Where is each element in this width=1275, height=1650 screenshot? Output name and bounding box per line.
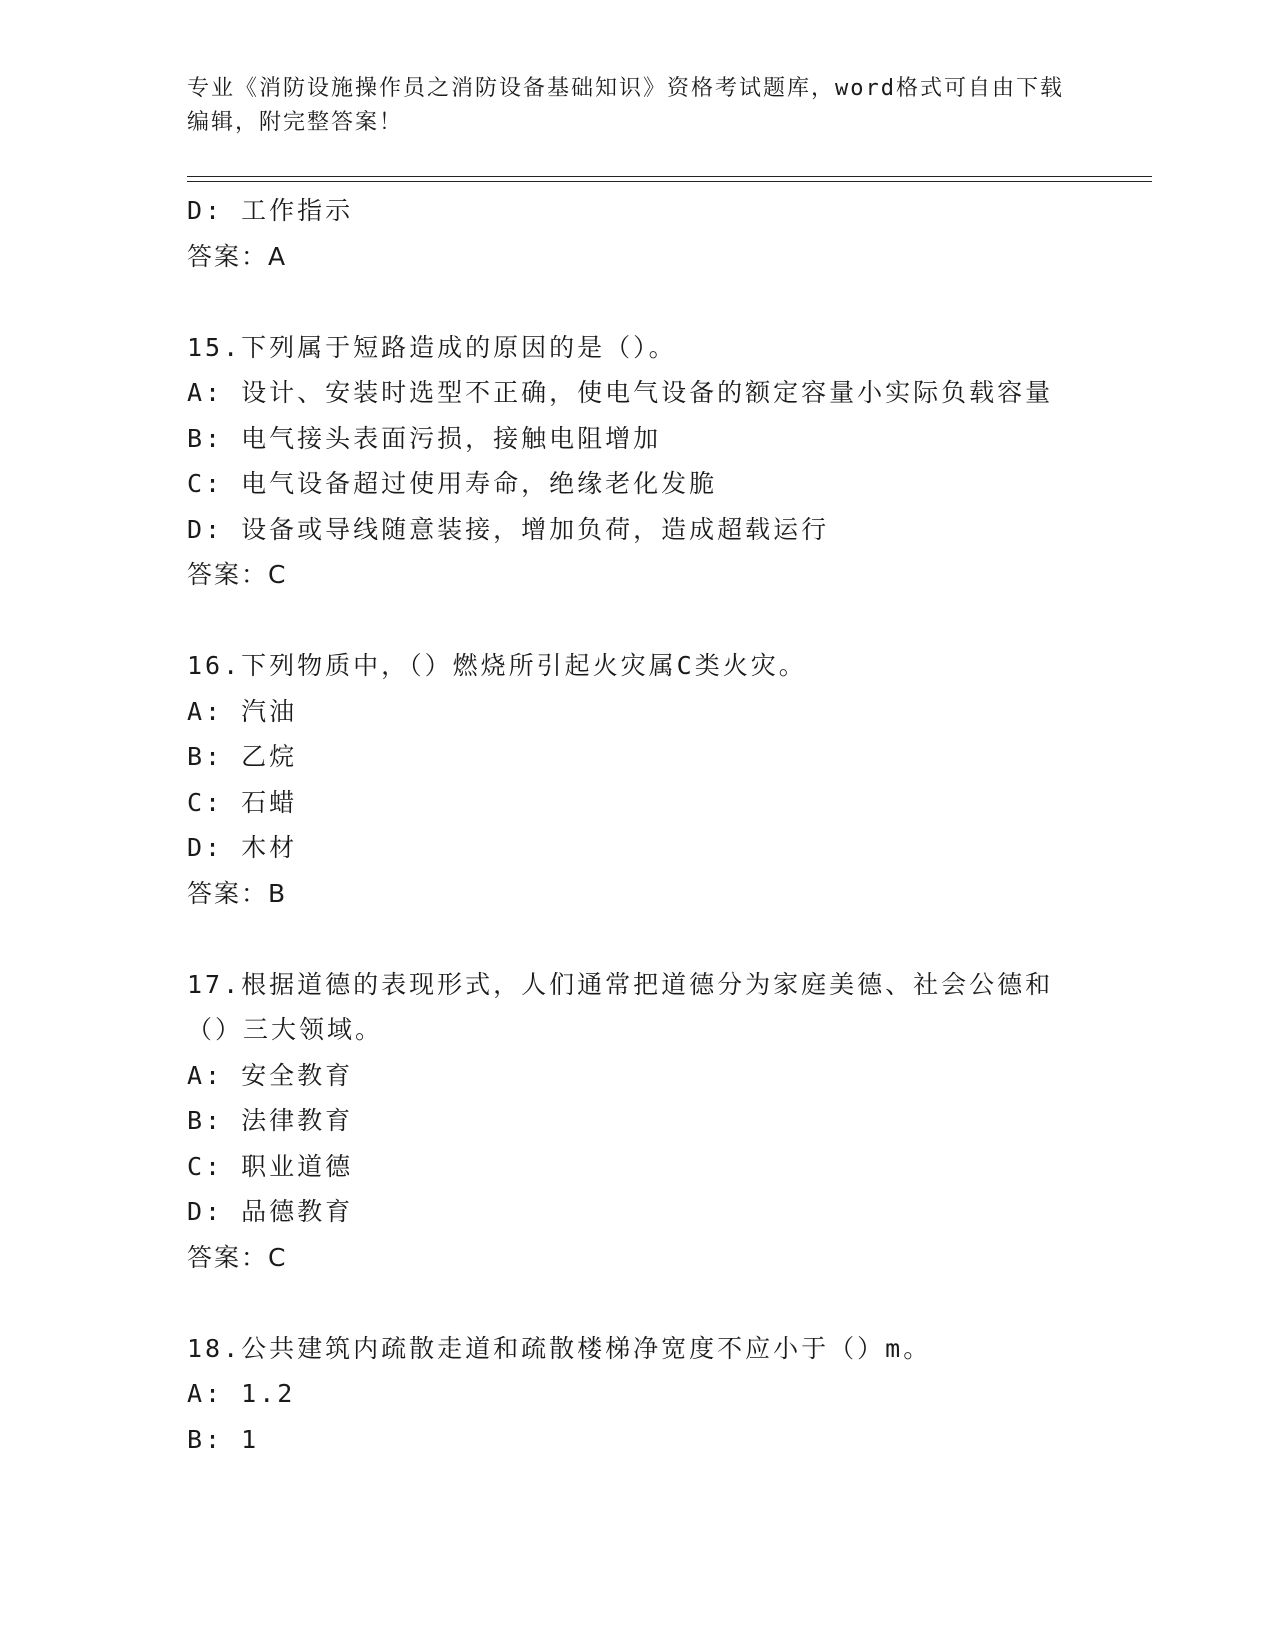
option-c: C: 石蜡	[187, 787, 298, 817]
option-c: C: 电气设备超过使用寿命，绝缘老化发脆	[187, 469, 718, 498]
question-16	[187, 643, 1087, 916]
option-a: A: 汽油	[187, 696, 298, 726]
option-d: D: 木材	[187, 833, 298, 862]
question-stem: 16.下列物质中，（）燃烧所引起火灾属C类火灾。	[187, 651, 807, 680]
option-b: B: 1	[187, 1424, 260, 1454]
question-18	[187, 1326, 1087, 1463]
option-b: B: 乙烷	[187, 742, 298, 771]
answer-line: 答案：C	[187, 1242, 288, 1272]
question-15	[187, 325, 1087, 598]
option-b: B: 法律教育	[187, 1106, 354, 1135]
option-d: D: 品德教育	[187, 1197, 354, 1226]
question-stem: 17.根据道德的表现形式，人们通常把道德分为家庭美德、社会公德和（）三大领域。	[187, 969, 1054, 1044]
option-d: D: 工作指示	[187, 196, 354, 225]
question-stem: 18.公共建筑内疏散走道和疏散楼梯净宽度不应小于（）m。	[187, 1333, 932, 1363]
answer-line: 答案：A	[187, 241, 288, 271]
option-a: A: 安全教育	[187, 1060, 354, 1090]
document-header: 专业《消防设施操作员之消防设备基础知识》资格考试题库，word格式可自由下载编辑，附完整答案！	[187, 76, 1064, 135]
header-rule-top	[187, 176, 1152, 177]
question-17	[187, 962, 1087, 1281]
option-a: A: 设计、安装时选型不正确，使电气设备的额定容量小实际负载容量	[187, 378, 1054, 407]
question-list	[187, 188, 1087, 1462]
header-rule-bottom	[187, 181, 1152, 182]
option-b: B: 电气接头表面污损，接触电阻增加	[187, 423, 662, 453]
option-c: C: 职业道德	[187, 1151, 354, 1181]
question-stem: 15.下列属于短路造成的原因的是（）。	[187, 332, 677, 362]
answer-line: 答案：B	[187, 878, 288, 908]
option-d: D: 设备或导线随意装接，增加负荷，造成超载运行	[187, 514, 830, 544]
option-a: A: 1.2	[187, 1379, 296, 1408]
answer-line: 答案：C	[187, 560, 288, 589]
